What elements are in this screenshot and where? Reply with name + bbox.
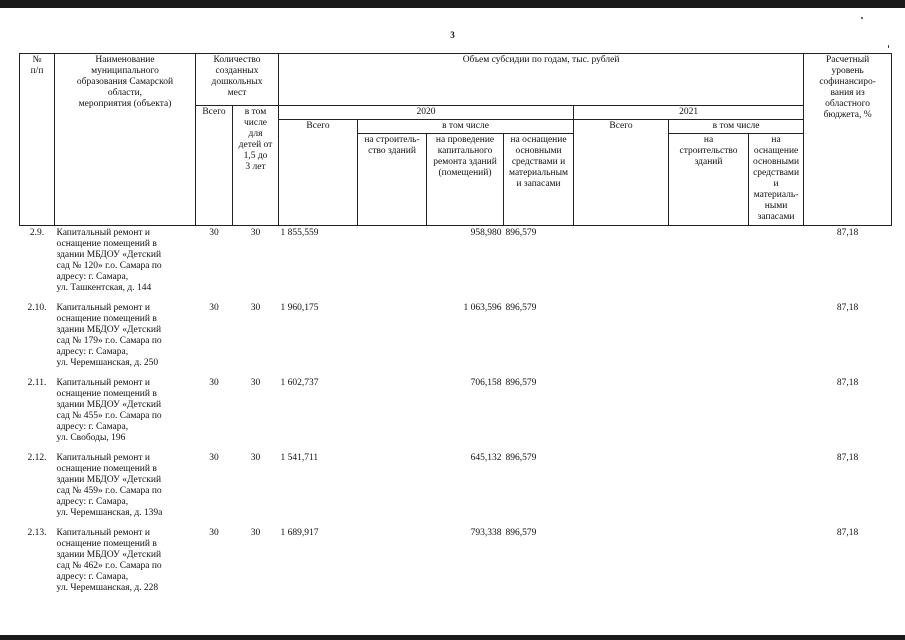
header-construction-2020: на строитель- ство зданий bbox=[358, 134, 427, 226]
row-places-total: 30 bbox=[209, 453, 219, 463]
table-header bbox=[20, 54, 892, 226]
row-construction-2021 bbox=[669, 376, 749, 451]
row-places-total: 30 bbox=[209, 228, 219, 238]
row-total-2020: 1 602,737 bbox=[280, 378, 319, 388]
row-repair-2020: 958,980 bbox=[470, 228, 502, 238]
row-construction-2021 bbox=[669, 226, 749, 302]
row-construction-2021 bbox=[669, 451, 749, 526]
table-body bbox=[20, 226, 892, 602]
scan-bottom-edge bbox=[0, 635, 905, 640]
row-equipment-2020: 896,579 bbox=[505, 228, 537, 238]
row-num: 2.11. bbox=[27, 378, 47, 388]
row-total-2021 bbox=[574, 451, 669, 526]
row-equipment-2021 bbox=[749, 451, 804, 526]
row-total-2021 bbox=[574, 526, 669, 601]
row-places-small: 30 bbox=[250, 453, 261, 463]
header-places-small: в том числе для детей от 1,5 до 3 лет bbox=[233, 106, 279, 226]
scan-speck bbox=[888, 45, 889, 48]
row-total-2020: 1 541,711 bbox=[280, 453, 319, 463]
row-num: 2.10. bbox=[27, 303, 47, 313]
row-total-2021 bbox=[574, 376, 669, 451]
row-equipment-2020: 896,579 bbox=[505, 378, 537, 388]
row-num: 2.13. bbox=[27, 528, 47, 538]
table-row bbox=[20, 451, 892, 526]
row-rate: 87,18 bbox=[836, 303, 859, 313]
row-name: Капитальный ремонт и оснащение помещений в здании МБДОУ «Детский сад № 120» г.о. Самара по адресу: г. Самара, ул. Ташкентская, д. 144 bbox=[56, 228, 162, 293]
header-repair-2020: на проведение капитального ремонта зданий (помещений) bbox=[427, 134, 504, 226]
row-places-small: 30 bbox=[250, 228, 261, 238]
row-places-small: 30 bbox=[250, 378, 261, 388]
row-places-small: 30 bbox=[250, 303, 261, 313]
scan-speck bbox=[861, 17, 863, 19]
row-places-total: 30 bbox=[209, 378, 219, 388]
row-name: Капитальный ремонт и оснащение помещений в здании МБДОУ «Детский сад № 459» г.о. Самара по адресу: г. Самара, ул. Черемшанская, д. 139а bbox=[56, 453, 163, 518]
row-places-small: 30 bbox=[250, 528, 261, 538]
row-num: 2.9. bbox=[29, 228, 45, 238]
row-construction-2020 bbox=[358, 226, 427, 302]
header-equipment-2020: на оснащение основными средствами и материальным и запасами bbox=[504, 134, 574, 226]
header-subsidy: Объем субсидии по годам, тыс. рублей bbox=[279, 54, 804, 106]
row-equipment-2021 bbox=[749, 376, 804, 451]
row-equipment-2021 bbox=[749, 526, 804, 601]
header-year-2020: 2020 bbox=[279, 106, 574, 120]
row-places-total: 30 bbox=[209, 528, 219, 538]
row-equipment-2021 bbox=[749, 226, 804, 302]
subsidy-table bbox=[19, 53, 892, 601]
row-rate: 87,18 bbox=[836, 228, 859, 238]
row-name: Капитальный ремонт и оснащение помещений в здании МБДОУ «Детский сад № 455» г.о. Самара по адресу: г. Самара, ул. Свободы, 196 bbox=[56, 378, 162, 443]
row-construction-2020 bbox=[358, 301, 427, 376]
row-equipment-2020: 896,579 bbox=[505, 528, 537, 538]
header-name: Наименование муниципального образования Самарской области, мероприятия (объекта) bbox=[55, 54, 196, 226]
row-rate: 87,18 bbox=[836, 378, 859, 388]
row-repair-2020: 645,132 bbox=[470, 453, 502, 463]
header-construction-2021: на строительство зданий bbox=[669, 134, 749, 226]
header-including-2021: в том числе bbox=[669, 120, 804, 134]
row-total-2021 bbox=[574, 301, 669, 376]
scan-top-edge bbox=[0, 0, 905, 8]
row-rate: 87,18 bbox=[836, 453, 859, 463]
row-equipment-2021 bbox=[749, 301, 804, 376]
row-num: 2.12. bbox=[27, 453, 47, 463]
row-construction-2020 bbox=[358, 451, 427, 526]
row-equipment-2020: 896,579 bbox=[505, 303, 537, 313]
row-construction-2020 bbox=[358, 526, 427, 601]
row-construction-2020 bbox=[358, 376, 427, 451]
header-year-2021: 2021 bbox=[574, 106, 804, 120]
row-repair-2020: 706,158 bbox=[470, 378, 502, 388]
row-equipment-2020: 896,579 bbox=[505, 453, 537, 463]
row-total-2020: 1 855,559 bbox=[280, 228, 319, 238]
header-including-2020: в том числе bbox=[358, 120, 574, 134]
row-name: Капитальный ремонт и оснащение помещений в здании МБДОУ «Детский сад № 462» г.о. Самара по адресу: г. Самара, ул. Черемшанская, д. 228 bbox=[56, 528, 162, 593]
header-total-2021: Всего bbox=[574, 120, 669, 226]
row-repair-2020: 793,338 bbox=[470, 528, 502, 538]
table-row bbox=[20, 226, 892, 302]
header-num: № п/п bbox=[20, 54, 55, 226]
row-total-2021 bbox=[574, 226, 669, 302]
table-row bbox=[20, 301, 892, 376]
row-rate: 87,18 bbox=[836, 528, 859, 538]
header-places-total: Всего bbox=[196, 106, 233, 226]
row-total-2020: 1 689,917 bbox=[280, 528, 319, 538]
page-number: 3 bbox=[450, 30, 455, 40]
row-name: Капитальный ремонт и оснащение помещений в здании МБДОУ «Детский сад № 179» г.о. Самара по адресу: г. Самара, ул. Черемшанская, д. 250 bbox=[56, 303, 162, 368]
row-repair-2020: 1 063,596 bbox=[463, 303, 502, 313]
table-row bbox=[20, 526, 892, 601]
row-total-2020: 1 960,175 bbox=[280, 303, 319, 313]
header-total-2020: Всего bbox=[279, 120, 358, 226]
row-construction-2021 bbox=[669, 526, 749, 601]
header-rate: Расчетный уровень софинансиро- вания из областного бюджета, % bbox=[804, 54, 892, 226]
row-construction-2021 bbox=[669, 301, 749, 376]
header-equipment-2021: на оснащение основными средствами и материаль- ными запасами bbox=[749, 134, 804, 226]
header-places: Количество созданных дошкольных мест bbox=[196, 54, 279, 106]
row-places-total: 30 bbox=[209, 303, 219, 313]
table-row bbox=[20, 376, 892, 451]
